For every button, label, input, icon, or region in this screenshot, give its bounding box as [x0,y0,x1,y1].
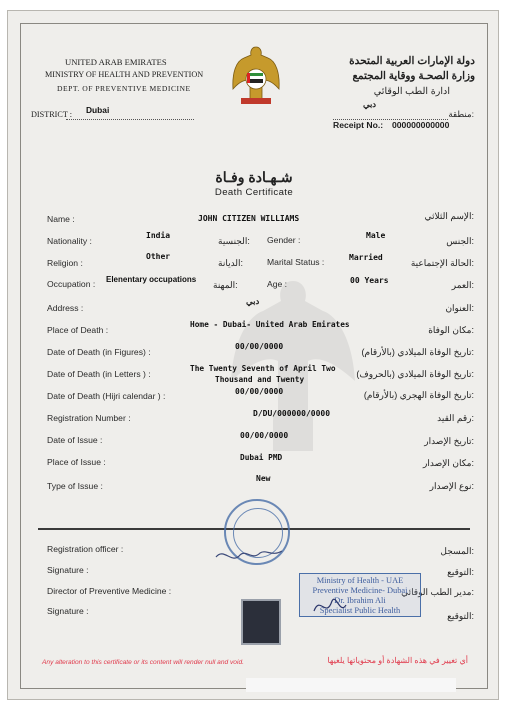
registration-officer-label: Registration officer : [47,544,124,554]
occupation-label: Occupation : [47,279,96,289]
occupation-label-ar: :المهنة [213,280,238,290]
registration-label: Registration Number : [47,413,131,423]
address-label-ar: :العنوان [445,303,474,313]
religion-value: Other [146,252,171,261]
address-label: Address : [47,303,84,313]
registration-value: D/DU/000000/0000 [253,409,331,418]
religion-label: Religion : [47,258,83,268]
director-label-ar: :مدير الطب الوقائي [401,587,474,597]
stamp-line-2: Preventive Medicine- Dubai [312,586,408,595]
place-issue-value: Dubai PMD [240,453,283,462]
receipt-label: Receipt No.: [333,120,384,130]
marital-label-ar: :الحالة الإجتماعية [410,258,474,268]
age-label-ar: :العمر [451,280,474,290]
date-hijri-label: Date of Death (Hijri calendar ) : [47,391,166,401]
stamp-line-4: Specialist Public Health [319,606,401,615]
date-figures-label: Date of Death (in Figures) : [47,347,151,357]
header-country: UNITED ARAB EMIRATES [65,57,167,67]
director-signature-scribble [310,591,350,621]
place-issue-label: Place of Issue : [47,457,106,467]
registration-officer-label-ar: :المسجل [440,546,474,556]
name-value: JOHN CITIZEN WILLIAMS [198,214,300,223]
place-of-death-label-ar: :مكان الوفاة [428,325,474,335]
hologram-seal-icon [241,599,281,645]
stamp-line-3: Dr. Ibrahim Ali [334,596,386,605]
date-figures-label-ar: :تاريخ الوفاة الميلادي (بالأرقام) [361,347,474,357]
footer-warning-en: Any alteration to this certificate or its content will render null and void. [42,659,244,666]
region-label: :منطقة [448,109,474,119]
header-dept: DEPT. OF PREVENTIVE MEDICINE [57,84,191,93]
signature2-label-ar: :التوقيع [447,611,474,621]
name-label: Name : [47,214,75,224]
stamp-line-1: Ministry of Health - UAE [316,576,404,585]
signature-scribble [214,543,284,567]
marital-value: Married [349,253,383,262]
nationality-value: India [146,231,171,240]
header-country-ar: دولة الإمارات العربية المتحدة [349,55,475,67]
date-issue-label: Date of Issue : [47,435,103,445]
date-issue-label-ar: :تاريخ الإصدار [424,436,474,446]
gender-value: Male [366,231,386,240]
footer-warning-ar: أي تغيير في هذه الشهادة أو محتوياتها يلغيها [327,656,468,665]
type-issue-value: New [256,474,271,483]
nationality-label-ar: :الجنسية [218,236,250,246]
title-english: Death Certificate [214,187,294,198]
type-issue-label-ar: :نوع الإصدار [429,481,474,491]
name-label-ar: :الإسم الثلاثي [424,211,474,221]
district-label: DISTRICT : [31,110,73,119]
date-hijri-label-ar: :تاريخ الوفاة الهجري (بالأرقام) [363,390,474,400]
certificate-paper [7,10,499,700]
date-letters-value-line2: Thousand and Twenty [215,375,305,384]
type-issue-label: Type of Issue : [47,481,103,491]
nationality-label: Nationality : [47,236,92,246]
header-ministry-ar: وزارة الصحـة ووقاية المجتمع [352,71,475,82]
gender-label: Gender : [267,235,301,245]
director-label: Director of Preventive Medicine : [47,586,172,596]
signature1-label: Signature : [47,565,89,575]
address-value: دبي [246,296,260,306]
date-letters-value-line1: The Twenty Seventh of April Two [190,364,336,373]
title-arabic: شـهـادة وفـاة [215,169,293,185]
age-label: Age : [267,279,288,289]
place-of-death-label: Place of Death : [47,325,109,335]
date-letters-label: Date of Death (in Letters ) : [47,369,151,379]
marital-label: Marital Status : [267,257,325,267]
date-letters-label-ar: :تاريخ الوفاة الميلادي (بالحروف) [356,369,474,379]
signature2-label: Signature : [47,606,89,616]
date-hijri-value: 00/00/0000 [235,387,284,396]
age-value: 00 Years [350,276,389,285]
place-of-death-value: Home - Dubai- United Arab Emirates [190,320,350,329]
registration-label-ar: :رقم القيد [437,413,474,423]
redacted-area [246,678,456,692]
religion-label-ar: :الديانة [218,258,244,268]
receipt-value: 000000000000 [392,120,450,130]
district-value: Dubai [86,105,110,115]
date-figures-value: 00/00/0000 [235,342,284,351]
district-underline [66,119,194,120]
signature1-label-ar: :التوقيع [447,567,474,577]
region-value: دبي [363,99,377,109]
date-issue-value: 00/00/0000 [240,431,289,440]
header-ministry: MINISTRY OF HEALTH AND PREVENTION [45,70,204,79]
uae-emblem-icon [230,43,282,107]
place-issue-label-ar: :مكان الإصدار [423,458,474,468]
occupation-value: Elenentary occupations [106,275,197,284]
header-dept-ar: ادارة الطب الوقائي [373,86,450,97]
gender-label-ar: :الجنس [446,236,474,246]
